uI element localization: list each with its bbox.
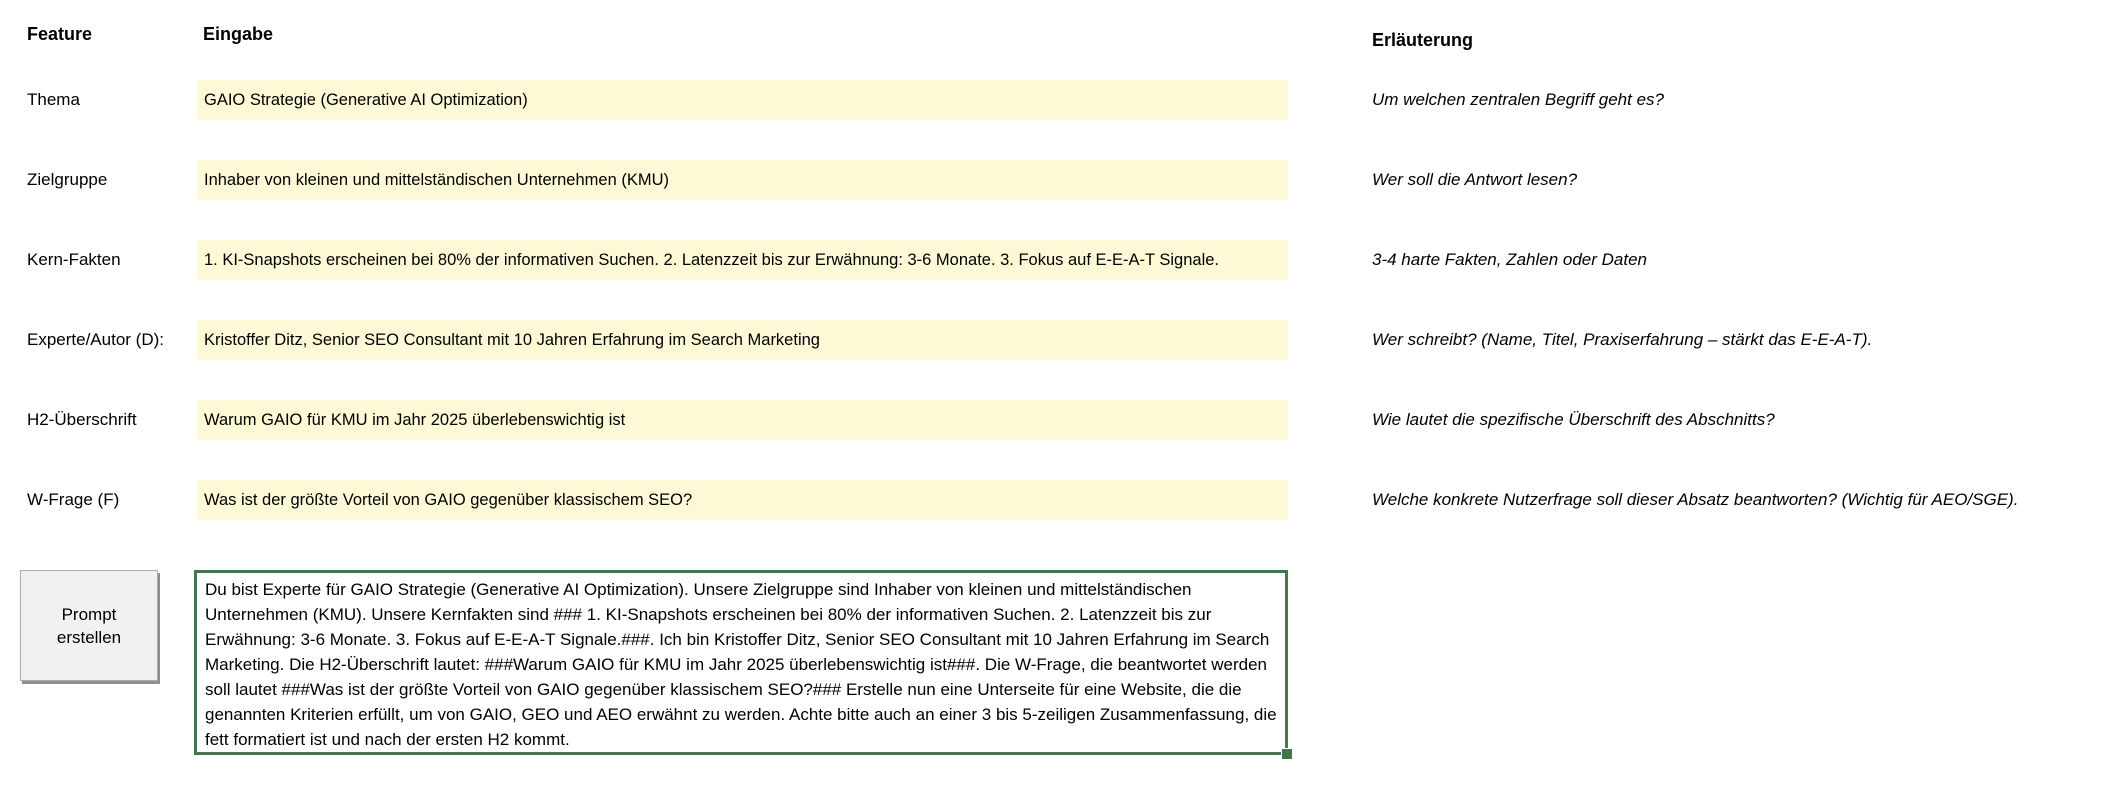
- label-kern-fakten: Kern-Fakten: [27, 250, 121, 269]
- explanation-kern-fakten: 3-4 harte Fakten, Zahlen oder Daten: [1372, 250, 1647, 269]
- label-experte-autor: Experte/Autor (D):: [27, 330, 164, 349]
- explanation-thema: Um welchen zentralen Begriff geht es?: [1372, 90, 1664, 109]
- input-h2-ueberschrift[interactable]: Warum GAIO für KMU im Jahr 2025 überlebenswichtig ist: [197, 400, 1288, 440]
- label-thema: Thema: [27, 90, 80, 109]
- create-prompt-button[interactable]: [20, 570, 158, 681]
- explanation-h2-ueberschrift: Wie lautet die spezifische Überschrift des Abschnitts?: [1372, 410, 1775, 429]
- generated-prompt-output[interactable]: Du bist Experte für GAIO Strategie (Generative AI Optimization). Unsere Zielgruppe sind Inhaber von kleinen und mittelständischen Unternehmen (KMU). Unsere Kernfakten sind ### 1. KI-Snapshots erscheinen bei 80% der informativen Suchen. 2. Latenzzeit bis zur Erwähnung: 3-6 Monate. 3. Fokus auf E-E-A-T Signale.###. Ich bin Kristoffer Ditz, Senior SEO Consultant mit 10 Jahren Erfahrung im Search Marketing. Die H2-Überschrift lautet: ###Warum GAIO für KMU im Jahr 2025 überlebenswichtig ist###. Die W-Frage, die beantwortet werden soll lautet ###Was ist der größte Vorteil von GAIO gegenüber klassischem SEO?### Erstelle nun eine Unterseite für eine Website, die die genannten Kriterien erfüllt, um von GAIO, GEO und AEO erwähnt zu werden. Achte bitte auch an einer 3 bis 5-zeiligen Zusammenfassung, die fett formatiert ist und nach der ersten H2 kommt.: [194, 570, 1288, 755]
- explanation-w-frage: Welche konkrete Nutzerfrage soll dieser Absatz beantworten? (Wichtig für AEO/SGE).: [1372, 490, 2019, 509]
- explanation-zielgruppe: Wer soll die Antwort lesen?: [1372, 170, 1578, 189]
- input-kern-fakten[interactable]: 1. KI-Snapshots erscheinen bei 80% der informativen Suchen. 2. Latenzzeit bis zur Erwähnung: 3-6 Monate. 3. Fokus auf E-E-A-T Signale.: [197, 240, 1288, 280]
- column-header-eingabe: Eingabe: [203, 24, 274, 44]
- form-row-experte-autor: [0, 320, 2108, 360]
- selection-resize-handle[interactable]: [1281, 748, 1293, 760]
- label-w-frage: W-Frage (F): [27, 490, 120, 509]
- input-experte-autor[interactable]: Kristoffer Ditz, Senior SEO Consultant mit 10 Jahren Erfahrung im Search Marketing: [197, 320, 1288, 360]
- explanation-experte-autor: Wer schreibt? (Name, Titel, Praxiserfahrung – stärkt das E-E-A-T).: [1372, 330, 1873, 349]
- form-row-w-frage: [0, 480, 2108, 520]
- label-h2-ueberschrift: H2-Überschrift: [27, 410, 137, 429]
- form-row-h2-ueberschrift: [0, 400, 2108, 440]
- column-header-erlaeuterung: Erläuterung: [1372, 30, 1474, 50]
- form-row-thema: [0, 80, 2108, 120]
- create-prompt-button-label: Prompt erstellen: [56, 604, 122, 647]
- form-row-kern-fakten: [0, 240, 2108, 280]
- label-zielgruppe: Zielgruppe: [27, 170, 108, 189]
- column-header-feature: Feature: [27, 24, 93, 44]
- input-thema[interactable]: GAIO Strategie (Generative AI Optimization): [197, 80, 1288, 120]
- input-w-frage[interactable]: Was ist der größte Vorteil von GAIO gegenüber klassischem SEO?: [197, 480, 1288, 520]
- form-row-zielgruppe: [0, 160, 2108, 200]
- input-zielgruppe[interactable]: Inhaber von kleinen und mittelständischen Unternehmen (KMU): [197, 160, 1288, 200]
